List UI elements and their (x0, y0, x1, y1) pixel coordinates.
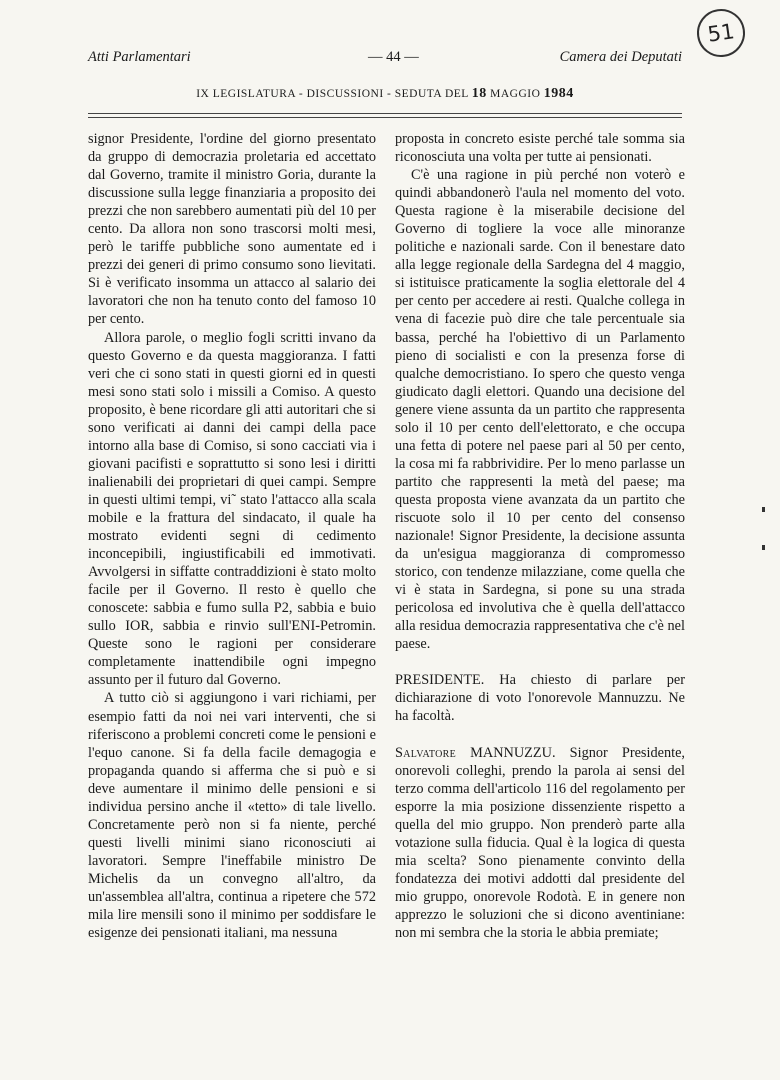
paragraph: proposta in concreto esiste perché tale somma sia riconosciuta una volta per tutte ai pensionati. (395, 131, 685, 166)
speaker-name: PRESIDENTE. (395, 672, 485, 689)
header-rule-top (88, 113, 682, 114)
margin-mark (762, 545, 765, 550)
paragraph: C'è una ragione in più perché non voterò e quindi abbandonerò l'aula nel momento del voto. Questa ragione è la miserabile decisione del Governo di togliere la voce alle minoranze politiche e nazionali sarde. Con il benestare dato alla legge regionale della Sardegna del 4 maggio, si istituisce praticamente la soglia elettorale del 4 per cento per accedere ai resti. Qualche collega in vena di facezie può dire che tale percentuale sia bassa, perché ha l'obiettivo di un Parlamento pieno di socialisti e con la presenza forse di qualche democristiano. Io spero che questo venga giudicato dagli elettori. Quando una decisione del genere viene assunta da un partito che rappresenta solo il 10 per cento dell'elettorato, e che occupa una fetta di potere nel paese pari al 50 per cento, la cosa mi fa rabbrividire. Per lo meno parlasse un partito che rappresenti la metà del paese; ma questa proposta viene avanzata da un partito che riscuote solo il 10 per cento del consenso nazionale! Signor Presidente, la decisione assunta da un'esigua maggioranza di compromesso storico, con tendenze milazziane, come quella che vi è stata in Sardegna, si pone su una strada pericolosa ed involutiva che è quella dell'attacco alla residua democrazia rappresentativa che c'è nel paese. (395, 167, 685, 653)
paragraph: signor Presidente, l'ordine del giorno presentato da gruppo di democrazia proletaria ed accettato dal Governo, tramite il ministro Goria, durante la discussione sulla legge finanziaria a proposito dei prezzi che non sarebbero aumentati più del 10 per cento. Da allora non sono trascorsi molti mesi, però le tariffe pubbliche sono aumentate ed i prezzi dei generi di primo consumo sono lievitati. Si è verificato insomma un attacco al salario dei lavoratori che non ha tenuto conto del famoso 10 per cento. (88, 131, 376, 328)
paragraph: A tutto ciò si aggiungono i vari richiami, per esempio fatti da noi nei vari interventi, che si riferiscono a problemi concreti come le pensioni e l'equo canone. Si fa della facile demagogia e propaganda quando si afferma che si può e si deve aumentare il minimo delle pensioni e si individua persino anche il «tetto» di tale livello. Concretamente però non si fa niente, perché questi livelli minimi siano riconosciuti ai lavoratori. Sempre l'ineffabile ministro De Michelis da un convegno all'altro, da un'assemblea all'altra, continua a ripetere che 572 mila lire mensili sono il minimo per soddisfare le esigenze dei pensionati italiani, ma nessuna (88, 690, 376, 942)
right-text-column (395, 130, 685, 942)
speech-text: Signor Presidente, onorevoli colleghi, prendo la parola ai sensi del terzo comma dell'articolo 116 del regolamento per esporre la mia posizione dissenziente rispetto a quella del mio gruppo. Non prenderò parte alla votazione sulla fiducia. Qual è la logica di questa mia scelta? Sono pienamente convinto della fondatezza dei motivi addotti dal presidente del mio gruppo, onorevole Rodotà. E in genere non apprezzo le soluzioni che si dicono aventiniane: non mi sembra che la storia le abbia premiate; (395, 744, 685, 941)
session-month: MAGGIO (490, 88, 541, 100)
speaker-first-name: Salvatore (395, 744, 457, 761)
legislature-label: IX LEGISLATURA - DISCUSSIONI - SEDUTA DEL (196, 88, 469, 100)
session-day: 18 (471, 86, 487, 101)
session-year: 1984 (543, 86, 574, 101)
header-rule-bottom (88, 117, 682, 118)
presidente-paragraph (395, 671, 685, 725)
speech-text: Ha chiesto di parlare per dichiarazione di voto l'onorevole Mannuzzu. Ne ha facoltà. (395, 672, 685, 725)
margin-mark (762, 507, 765, 512)
left-text-column (88, 130, 376, 942)
session-subheader (88, 86, 682, 102)
page-number: — 44 — (368, 49, 419, 65)
speaker-last-name: MANNUZZU. (470, 744, 556, 761)
mannuzzu-paragraph (395, 744, 685, 943)
handwritten-page-stamp: 51 (694, 6, 748, 60)
header-publication: Atti Parlamentari (88, 49, 191, 65)
paragraph: Allora parole, o meglio fogli scritti invano da questo Governo e da questa maggioranza. I fatti veri che ci sono stati in questi giorni ed in questi mesi sono stati solo i missili a Comiso. A questo proposito, è bene ricordare gli atti autoritari che si sono verificati ai danni dei campi della pace intorno alla base di Comiso, si sono cacciati via i giovani pacifisti e soprattutto si sono lesi i diritti inalienabili dei proprietari di quei campi. Sempre in questi ultimi tempi, vi˜ stato l'attacco alla scala mobile e la frattura del sindacato, il quale ha mostrato evidenti segni di cedimento inconcepibili, ingiustificabili ed immotivati. Avvolgersi in siffatte contraddizioni è stato molto facile per il Governo. Il resto è quello che conoscete: sabbia e fumo sulla P2, sabbia e buio sullo IOR, sabbia e rinvio sull'ENI-Petromin. Queste sono le ragioni per considerare completamente inattendibile ogni impegno assunto per il futuro dal Governo. (88, 329, 376, 689)
header-chamber: Camera dei Deputati (559, 49, 682, 65)
